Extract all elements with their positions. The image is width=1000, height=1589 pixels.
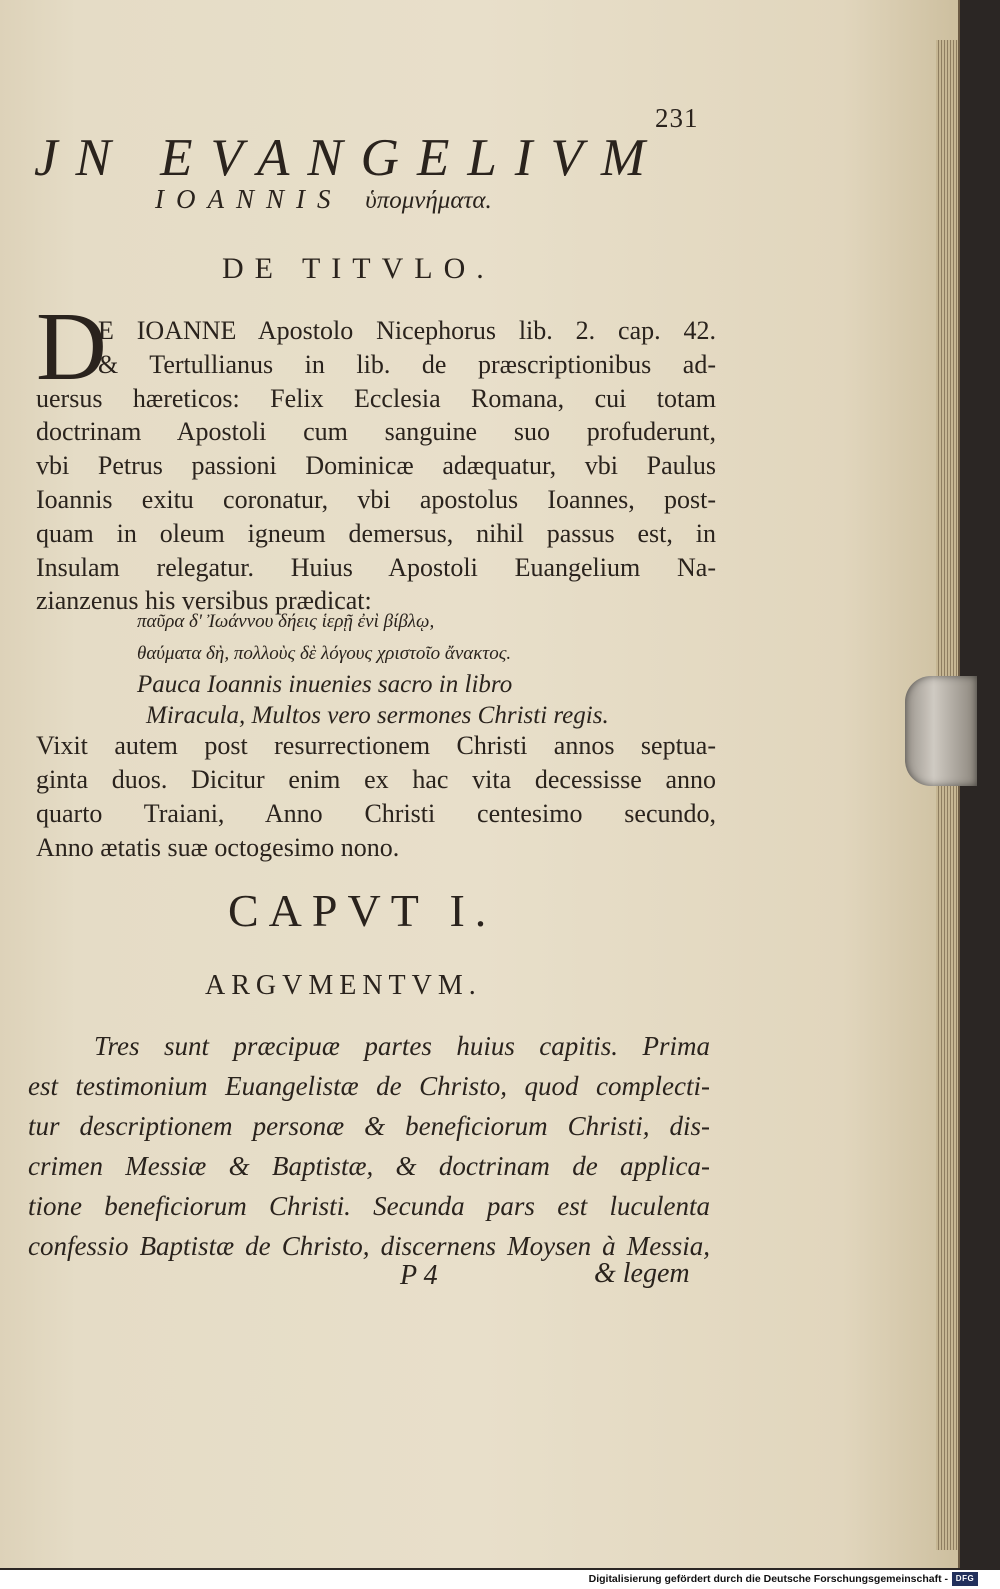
paragraph-line: quam in oleum igneum demersus, nihil passus est, in bbox=[36, 518, 716, 548]
verse-latin-line: Pauca Ioannis inuenies sacro in libro bbox=[137, 671, 513, 698]
signature-mark: P 4 bbox=[400, 1260, 438, 1291]
dfg-logo: DFG bbox=[952, 1572, 978, 1586]
page-number: 231 bbox=[655, 103, 699, 133]
paragraph-line: Vixit autem post resurrectionem Christi annos septua- bbox=[36, 731, 716, 760]
title-sub bbox=[155, 184, 492, 215]
paragraph-2 bbox=[36, 729, 716, 865]
argument-heading: ARGVMENTVM. bbox=[205, 970, 482, 1001]
paragraph-line: Anno ætatis suæ octogesimo nono. bbox=[36, 833, 400, 862]
verse-greek-line: παῦρα δ' Ἰωάννου δήεις ἱερῇ ἐνὶ βίβλῳ, bbox=[137, 611, 435, 632]
paragraph-line: & Tertullianus in lib. de præscriptionibus ad- bbox=[98, 349, 716, 379]
paragraph-line: Ioannis exitu coronatur, vbi apostolus Ioannes, post- bbox=[36, 484, 716, 514]
paragraph-line: vbi Petrus passioni Dominicæ adæquatur, vbi Paulus bbox=[36, 451, 716, 481]
argument-paragraph bbox=[28, 1026, 710, 1266]
argument-line: crimen Messiæ & Baptistæ, & doctrinam de applica- bbox=[28, 1151, 710, 1181]
paragraph-line: Insulam relegatur. Huius Apostoli Euangelium Na- bbox=[36, 552, 716, 582]
argument-line: est testimonium Euangelistæ de Christo, quod complecti- bbox=[28, 1071, 710, 1101]
argument-line: confessio Baptistæ de Christo, discernens Moysen à Messia, bbox=[28, 1231, 710, 1261]
argument-line: tione beneficiorum Christi. Secunda pars est luculenta bbox=[28, 1191, 710, 1221]
page-edges bbox=[936, 40, 958, 1550]
title-sub-latin: IOANNIS bbox=[155, 184, 343, 214]
paragraph-line: ginta duos. Dicitur enim ex hac vita decessisse anno bbox=[36, 765, 716, 794]
section-heading: DE TITVLO. bbox=[222, 252, 495, 285]
paragraph-1 bbox=[36, 314, 716, 618]
verse-greek-line: θαύματα δὴ, πολλοὺς δὲ λόγους χριστοῖο ἄνακτος. bbox=[137, 643, 512, 664]
catchword: & legem bbox=[594, 1258, 690, 1289]
title-main: JN EVANGELIVM bbox=[34, 129, 663, 187]
footer-bar bbox=[0, 1570, 1000, 1589]
title-sub-greek: ὑπομνήματα. bbox=[365, 187, 492, 214]
paragraph-line: quarto Traiani, Anno Christi centesimo secundo, bbox=[36, 799, 716, 828]
paragraph-line: E IOANNE Apostolo Nicephorus lib. 2. cap. 42. bbox=[98, 316, 716, 345]
argument-line: Tres sunt præcipuæ partes huius capitis. Prima bbox=[94, 1031, 710, 1061]
footer-credit: Digitalisierung gefördert durch die Deutsche Forschungsgemeinschaft - bbox=[588, 1573, 948, 1585]
argument-line: tur descriptionem personæ & beneficiorum Christi, dis- bbox=[28, 1111, 710, 1141]
book-clasp bbox=[905, 676, 977, 786]
verse-latin-line: Miracula, Multos vero sermones Christi regis. bbox=[146, 702, 609, 729]
paragraph-line: uersus hæreticos: Felix Ecclesia Romana, cui totam bbox=[36, 383, 716, 413]
drop-cap: D bbox=[36, 293, 107, 401]
paragraph-line: zianzenus his versibus prædicat: bbox=[36, 586, 372, 616]
paragraph-line: doctrinam Apostoli cum sanguine suo profuderunt, bbox=[36, 417, 716, 447]
chapter-heading: CAPVT I. bbox=[228, 885, 497, 936]
